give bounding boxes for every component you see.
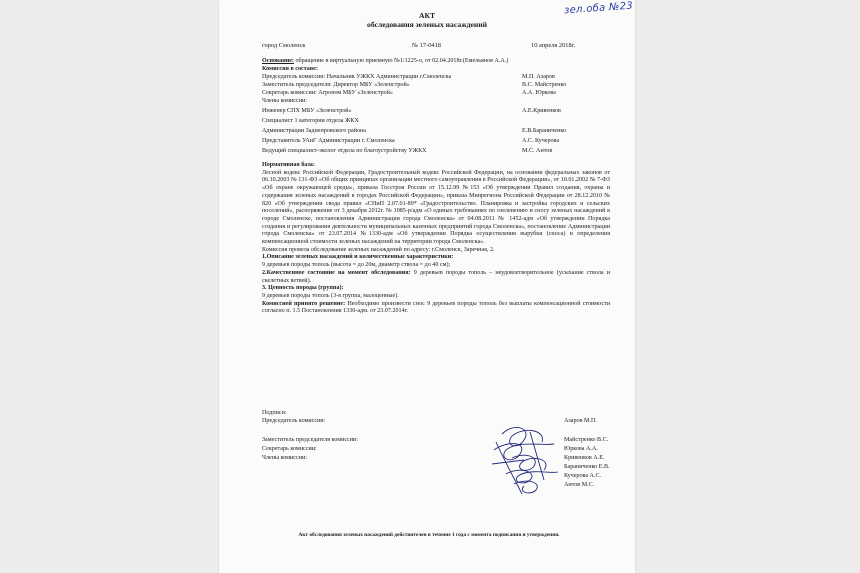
signatures-block	[262, 410, 610, 500]
commission-role: Администрации Заднепровского района	[262, 128, 367, 134]
decision-heading: Комиссией принято решение:	[262, 300, 346, 307]
document-page	[219, 0, 635, 573]
commission-role: Представитель УАиГ Администрации г. Смоленска	[262, 138, 395, 144]
commission-name: А.С. Кучерова	[522, 138, 560, 144]
commission-role: Специалист 1 категории отдела ЖКХ	[262, 118, 359, 124]
section-2-heading: 2.Качественное состояние на момент обследования:	[262, 269, 411, 276]
signature-name: Бараниченко Е.В.	[564, 464, 610, 470]
commission-list	[262, 74, 610, 164]
commission-name: М.П. Азаров	[522, 74, 555, 80]
act-title: АКТ	[418, 11, 436, 20]
section-2-text: 9 деревьев породы тополь – неудовлетворительное (усыхание ствола и скелетных ветвей).	[262, 269, 610, 284]
act-number: № 17-0418	[412, 42, 441, 49]
signature-name: Азаров М.П.	[564, 418, 597, 424]
commission-role: Заместитель председателя: Директор МБУ «Зеленстрой»	[262, 82, 410, 88]
commission-role: Члены комиссии:	[262, 98, 307, 104]
signature-name: Юркова А.А.	[564, 446, 598, 452]
signature-role: Секретарь комиссии:	[262, 446, 317, 452]
section-3-heading: 3. Ценность породы (группа):	[262, 285, 344, 292]
commission-name: Е.В.Бараниченко	[522, 128, 567, 134]
signature-name: Майстренко В.С.	[564, 437, 609, 443]
commission-name: М.С. Антов	[522, 148, 553, 154]
signature-name: Кучерова А.С.	[564, 473, 602, 479]
commission-name: А.А. Юркова	[522, 90, 556, 96]
section-1-text: 9 деревьев породы тополь (высота = до 20м, диаметр ствола = до 40 см);	[262, 262, 451, 269]
inspection-address: Комиссия провела обследование зеленых насаждений по адресу: г.Смоленск, Заречная, 2.	[262, 246, 495, 253]
act-subtitle: обследования зеленых насаждений	[367, 20, 487, 29]
commission-role: Ведущий специалист-эколог отдела по благоустройству УЖКХ	[262, 148, 427, 154]
decision-text: Необходимо произвести снос 9 деревьев породы тополь без выплаты компенсационной стоимости согласно п. 1.5 Постановления 1330-адм. от 23.07.2014г.	[262, 300, 610, 315]
normative-text: Лесной кодекс Российской Федерации, Градостроительный кодекс Российской Федерации, на основании федеральных законов от 06.10.2003 № 131-ФЗ «Об общих принципах организации местного самоуправления в Российской Федерации», от 10.01.2002 № 7-ФЗ «Об охране окружающей среды», приказа Госстроя России от 15.12.99 №153 «Об утверждении Правил создания, охраны и содержания зеленых насаждений в городах Российской Федерации», приказа Минрегиона Российской Федерации от 28.12.2010 № 820 «Об утверждении свода правил «СНиП 2.07.01-89* «Градостроительство. Планировка и застройка городских и сельских поселений», распоряжение от 3 декабря 2012г. № 1085-р/адм «О единых требованиях по озеленению и сносу зеленых насаждений в городе Смоленске, постановления Администрации города Смоленска» от 04.08.2011 № 1452-адм «Об утверждении Порядка создания и регулирования деятельности муниципальных казенных предприятий города Смоленска», постановление Администрации города Смоленска» от 23.07.2014 №1330-адм «Об утверждении Порядка осуществления вырубки (сноса) и определения компенсационной стоимости зеленых насаждений на территории города Смоленска».	[262, 169, 610, 246]
section-1-heading: 1.Описание зеленых насаждений и количественные характеристики:	[262, 254, 454, 261]
commission-name: А.Е.Кривенков	[522, 108, 561, 114]
section-3-text: 9 деревьев породы тополь (3-я группа, малоценные).	[262, 292, 399, 299]
signature-name: Антов М.С.	[564, 482, 595, 488]
commission-role: Инженер СПХ МБУ «Зеленстрой»	[262, 108, 352, 114]
commission-heading: Комиссия в составе:	[262, 66, 318, 72]
commission-name: В.С. Майстренко	[522, 82, 567, 88]
handwritten-note: зел.оба №23	[563, 0, 634, 17]
signature-name: Кривенков А.Е.	[564, 455, 605, 461]
basis-label: Основание:	[262, 58, 294, 64]
normative-heading: Нормативная база:	[262, 162, 315, 168]
commission-role: Секретарь комиссии: Агроном МБУ «Зеленстрой»	[262, 90, 393, 96]
basis	[262, 58, 610, 66]
commission-role: Председатель комиссии: Начальник УЖКХ Администрации г.Смоленска	[262, 74, 452, 80]
normative-section	[262, 162, 610, 316]
signature-role: Члены комиссии:	[262, 455, 307, 461]
city: город Смоленск	[262, 42, 306, 49]
validity-footer: Акт обследования зеленых насаждений действителен в течение 1 года с момента подписания и утверждения.	[298, 532, 560, 538]
signatures-heading: Подписи:	[262, 410, 287, 416]
signature-role: Заместитель председателя комиссии:	[262, 437, 358, 443]
signature-role: Председатель комиссии:	[262, 418, 326, 424]
basis-text: обращение в виртуальную приемную №1/1225-о, от 02.04.2018г.(Емельянов А.А.)	[295, 58, 509, 64]
act-date: 10 апреля 2018г.	[531, 42, 576, 49]
